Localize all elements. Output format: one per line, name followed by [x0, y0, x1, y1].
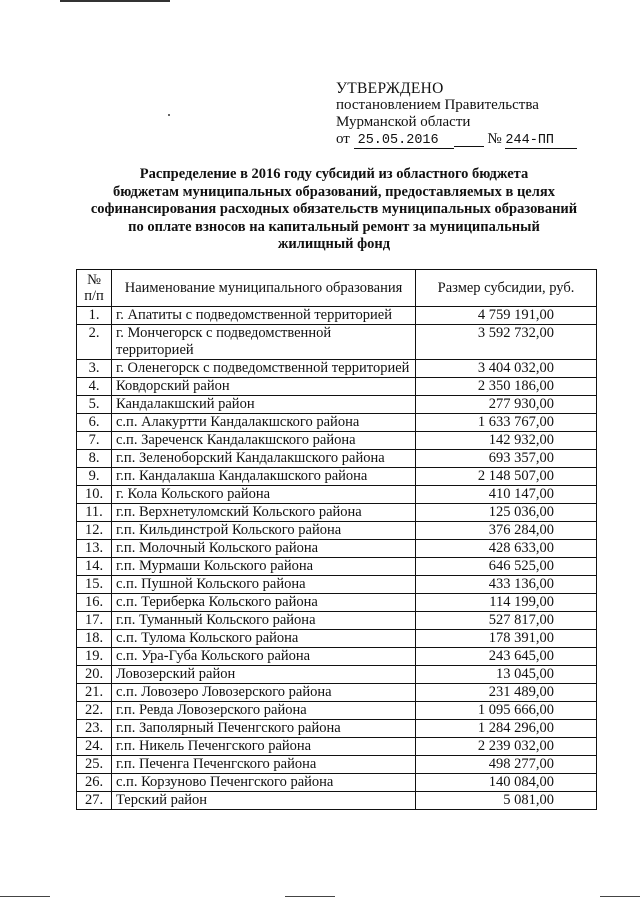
header-number-sign: № [87, 272, 101, 288]
row-municipality: с.п. Зареченск Кандалакшского района [112, 432, 416, 450]
row-number: 25. [77, 756, 112, 774]
row-amount: 3 404 032,00 [416, 360, 597, 378]
table-row [77, 666, 597, 684]
title-line-1: Распределение в 2016 году субсидий из областного бюджета [139, 166, 529, 182]
row-number: 11. [77, 504, 112, 522]
row-amount: 178 391,00 [416, 630, 597, 648]
row-municipality: с.п. Пушной Кольского района [112, 576, 416, 594]
row-number: 7. [77, 432, 112, 450]
row-number: 27. [77, 792, 112, 810]
row-municipality: г.п. Кандалакша Кандалакшского района [112, 468, 416, 486]
row-number: 13. [77, 540, 112, 558]
row-amount: 1 633 767,00 [416, 414, 597, 432]
table-row [77, 378, 597, 396]
row-municipality: г.п. Молочный Кольского района [112, 540, 416, 558]
table-header-row [77, 270, 597, 307]
row-amount: 527 817,00 [416, 612, 597, 630]
row-municipality: г.п. Кильдинстрой Кольского района [112, 522, 416, 540]
row-number: 9. [77, 468, 112, 486]
title-line-2: бюджетам муниципальных образований, предоставляемых в целях [113, 183, 555, 200]
table-row [77, 612, 597, 630]
subsidy-table [76, 269, 597, 810]
row-amount: 2 239 032,00 [416, 738, 597, 756]
row-municipality: г. Апатиты с подведомственной территорией [112, 307, 416, 325]
row-amount: 2 148 507,00 [416, 468, 597, 486]
row-number: 22. [77, 702, 112, 720]
row-amount: 376 284,00 [416, 522, 597, 540]
date-underline [454, 132, 484, 147]
row-amount: 125 036,00 [416, 504, 597, 522]
table-row [77, 792, 597, 810]
scan-bottom-rule-center [285, 896, 335, 897]
row-municipality: г.п. Мурмаши Кольского района [112, 558, 416, 576]
table-row [77, 702, 597, 720]
row-number: 17. [77, 612, 112, 630]
table-row [77, 522, 597, 540]
row-amount: 646 525,00 [416, 558, 597, 576]
row-number: 12. [77, 522, 112, 540]
title-line-3: софинансирования расходных обязательств муниципальных образований [90, 201, 578, 217]
row-amount: 231 489,00 [416, 684, 597, 702]
row-amount: 410 147,00 [416, 486, 597, 504]
row-number: 19. [77, 648, 112, 666]
scan-speck [168, 114, 170, 116]
row-municipality: Кандалакшский район [112, 396, 416, 414]
row-municipality: с.п. Ура-Губа Кольского района [112, 648, 416, 666]
row-municipality: г.п. Ревда Ловозерского района [112, 702, 416, 720]
date-prefix: от [336, 131, 350, 147]
approval-date: 25.05.2016 [354, 134, 454, 149]
row-municipality: Ковдорский район [112, 378, 416, 396]
row-municipality: г.п. Зеленоборский Кандалакшского района [112, 450, 416, 468]
table-row [77, 504, 597, 522]
approval-heading: УТВЕРЖДЕНО [336, 80, 444, 97]
row-amount: 428 633,00 [416, 540, 597, 558]
table-row [77, 540, 597, 558]
row-number: 5. [77, 396, 112, 414]
row-number: 18. [77, 630, 112, 648]
row-amount: 13 045,00 [416, 666, 597, 684]
row-amount: 142 932,00 [416, 432, 597, 450]
scan-bottom-rule-right [600, 896, 640, 897]
row-amount: 1 095 666,00 [416, 702, 597, 720]
row-number: 26. [77, 774, 112, 792]
number-prefix: № [487, 131, 502, 147]
row-amount: 4 759 191,00 [416, 307, 597, 325]
approval-line-1: постановлением Правительства [336, 97, 539, 113]
table-body [77, 307, 597, 810]
row-number: 8. [77, 450, 112, 468]
table-row [77, 468, 597, 486]
row-amount: 140 084,00 [416, 774, 597, 792]
table-row [77, 594, 597, 612]
header-subsidy-amount: Размер субсидии, руб. [416, 270, 597, 307]
row-municipality: Ловозерский район [112, 666, 416, 684]
approval-number: 244-ПП [505, 134, 577, 149]
row-number: 6. [77, 414, 112, 432]
table-row [77, 756, 597, 774]
row-number: 15. [77, 576, 112, 594]
table-row [77, 325, 597, 360]
table-row [77, 738, 597, 756]
table-row [77, 396, 597, 414]
table-row [77, 450, 597, 468]
table-row [77, 720, 597, 738]
table-row [77, 630, 597, 648]
row-municipality: с.п. Ловозеро Ловозерского района [112, 684, 416, 702]
table-row [77, 558, 597, 576]
table-row [77, 774, 597, 792]
table-row [77, 432, 597, 450]
row-amount: 433 136,00 [416, 576, 597, 594]
document-title [60, 166, 608, 254]
table-row [77, 576, 597, 594]
approval-line-2: Мурманской области [336, 114, 471, 130]
row-number: 16. [77, 594, 112, 612]
row-number: 23. [77, 720, 112, 738]
row-amount: 277 930,00 [416, 396, 597, 414]
row-number: 20. [77, 666, 112, 684]
row-municipality: г.п. Никель Печенгского района [112, 738, 416, 756]
table-row [77, 684, 597, 702]
row-municipality: г. Мончегорск с подведомственной территорией [112, 325, 416, 360]
row-number: 1. [77, 307, 112, 325]
row-number: 24. [77, 738, 112, 756]
row-municipality: г.п. Туманный Кольского района [112, 612, 416, 630]
row-municipality: г. Кола Кольского района [112, 486, 416, 504]
row-municipality: г. Оленегорск с подведомственной территорией [112, 360, 416, 378]
row-municipality: с.п. Корзуново Печенгского района [112, 774, 416, 792]
table-row [77, 486, 597, 504]
row-amount: 1 284 296,00 [416, 720, 597, 738]
row-amount: 3 592 732,00 [416, 325, 597, 360]
table-row [77, 360, 597, 378]
approval-stamp [336, 80, 577, 149]
row-number: 2. [77, 325, 112, 360]
row-number: 3. [77, 360, 112, 378]
table-row [77, 414, 597, 432]
row-municipality: г.п. Верхнетуломский Кольского района [112, 504, 416, 522]
row-amount: 2 350 186,00 [416, 378, 597, 396]
row-number: 21. [77, 684, 112, 702]
row-amount: 114 199,00 [416, 594, 597, 612]
row-amount: 498 277,00 [416, 756, 597, 774]
row-municipality: Терский район [112, 792, 416, 810]
row-number: 10. [77, 486, 112, 504]
table-row [77, 307, 597, 325]
header-municipality: Наименование муниципального образования [112, 270, 416, 307]
row-municipality: с.п. Териберка Кольского района [112, 594, 416, 612]
header-number-pp: п/п [84, 288, 104, 304]
row-municipality: г.п. Заполярный Печенгского района [112, 720, 416, 738]
title-line-4: по оплате взносов на капитальный ремонт за муниципальный [128, 218, 540, 235]
row-amount: 5 081,00 [416, 792, 597, 810]
table-row [77, 648, 597, 666]
row-amount: 243 645,00 [416, 648, 597, 666]
row-number: 4. [77, 378, 112, 396]
header-number [77, 270, 112, 307]
row-municipality: с.п. Алакуртти Кандалакшского района [112, 414, 416, 432]
row-amount: 693 357,00 [416, 450, 597, 468]
row-municipality: с.п. Тулома Кольского района [112, 630, 416, 648]
title-line-5: жилищный фонд [277, 236, 391, 252]
row-municipality: г.п. Печенга Печенгского района [112, 756, 416, 774]
row-number: 14. [77, 558, 112, 576]
approval-date-line [336, 131, 577, 149]
scan-bottom-rule-left [0, 896, 50, 897]
scan-top-rule [60, 0, 170, 2]
